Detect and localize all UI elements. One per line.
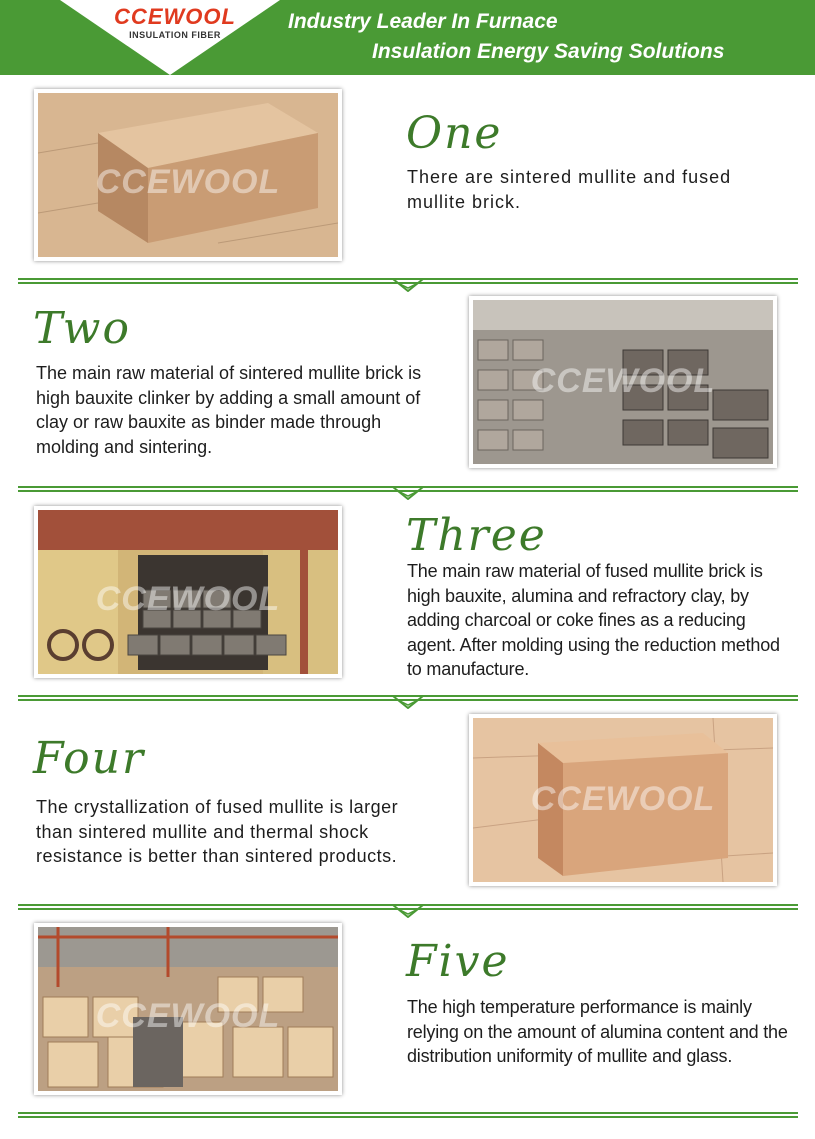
section-text-two: The main raw material of sintered mullite brick is high bauxite clinker by adding a small amount of clay or raw bauxite as binder made through molding and sintering. — [36, 363, 422, 457]
section-text-four: The crystallization of fused mullite is larger than sintered mullite and thermal shock resistance is better than sintered products. — [36, 797, 399, 866]
section-heading-three: Three — [406, 510, 547, 561]
bottom-divider — [18, 1110, 798, 1120]
section-heading-two: Two — [33, 303, 131, 354]
photo-brick-closeup — [469, 714, 777, 886]
section-text-five: The high temperature performance is mainly relying on the amount of alumina content and the distribution uniformity of mullite and glass. — [407, 997, 788, 1066]
section-heading-five: Five — [406, 936, 510, 987]
photo-watermark: CCEWOOL — [95, 163, 281, 201]
section-text-one: There are sintered mullite and fused mullite brick. — [407, 167, 732, 212]
section-heading-one: One — [406, 108, 503, 159]
section-divider — [18, 484, 798, 500]
photo-watermark: CCEWOOL — [95, 997, 281, 1035]
tagline-line-1: Industry Leader In Furnace — [288, 10, 558, 33]
brand-logo: CCEWOOL — [114, 4, 236, 29]
logo-area — [60, 0, 280, 75]
section-divider — [18, 693, 798, 709]
brand-logo-subtitle: INSULATION FIBER — [129, 30, 221, 40]
section-divider — [18, 902, 798, 918]
photo-kiln-entrance — [34, 506, 342, 678]
photo-watermark: CCEWOOL — [95, 580, 281, 618]
photo-watermark: CCEWOOL — [530, 780, 716, 818]
photo-watermark: CCEWOOL — [530, 362, 716, 400]
section-text-three: The main raw material of fused mullite brick is high bauxite, alumina and refractory clay, by adding charcoal or coke fines as a reducing agent. After molding using the reduction method to manufacture. — [407, 561, 780, 679]
photo-brick-rows-yard — [469, 296, 777, 468]
photo-warehouse-pallets — [34, 923, 342, 1095]
photo-mullite-brick-single — [34, 89, 342, 261]
header-banner — [0, 0, 815, 75]
section-divider — [18, 276, 798, 292]
section-heading-four: Four — [33, 733, 145, 784]
tagline-line-2: Insulation Energy Saving Solutions — [372, 40, 725, 63]
